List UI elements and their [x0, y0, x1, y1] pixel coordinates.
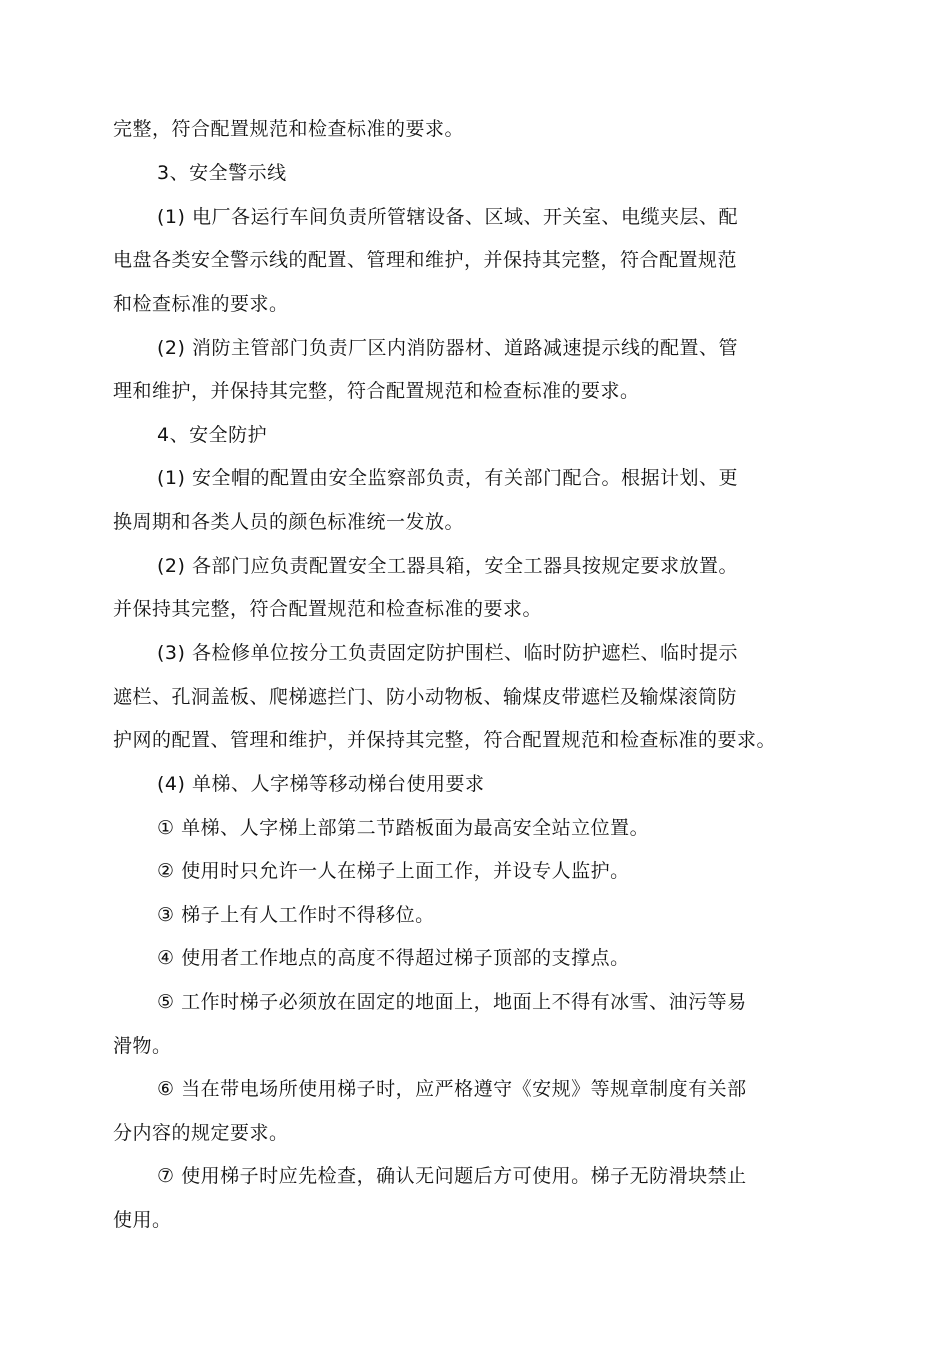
text-line: 并保持其完整，符合配置规范和检查标准的要求。	[113, 598, 543, 620]
text-line: (4) 单梯、人字梯等移动梯台使用要求	[157, 773, 485, 795]
text-line: 护网的配置、管理和维护，并保持其完整，符合配置规范和检查标准的要求。	[113, 729, 777, 751]
section-heading: 3、安全警示线	[157, 162, 287, 184]
text-line: (2) 消防主管部门负责厂区内消防器材、道路减速提示线的配置、管	[157, 337, 738, 359]
text-line: 和检查标准的要求。	[113, 293, 289, 315]
text-line: 理和维护，并保持其完整，符合配置规范和检查标准的要求。	[113, 380, 640, 402]
list-item: ⑤ 工作时梯子必须放在固定的地面上，地面上不得有冰雪、油污等易	[157, 991, 747, 1013]
list-item: ③ 梯子上有人工作时不得移位。	[157, 904, 435, 926]
list-item: ④ 使用者工作地点的高度不得超过梯子顶部的支撑点。	[157, 947, 630, 969]
text-line: 遮栏、孔洞盖板、爬梯遮拦门、防小动物板、输煤皮带遮栏及输煤滚筒防	[113, 686, 738, 708]
text-line: 电盘各类安全警示线的配置、管理和维护，并保持其完整，符合配置规范	[113, 249, 738, 271]
text-line: 换周期和各类人员的颜色标准统一发放。	[113, 511, 465, 533]
text-line: (2) 各部门应负责配置安全工器具箱，安全工器具按规定要求放置。	[157, 555, 738, 577]
text-line: (1) 电厂各运行车间负责所管辖设备、区域、开关室、电缆夹层、配	[157, 206, 738, 228]
text-line: 滑物。	[113, 1035, 172, 1057]
list-item: ⑥ 当在带电场所使用梯子时，应严格遵守《安规》等规章制度有关部	[157, 1078, 747, 1100]
list-item: ② 使用时只允许一人在梯子上面工作，并设专人监护。	[157, 860, 630, 882]
text-line: 完整，符合配置规范和检查标准的要求。	[113, 118, 465, 140]
section-heading: 4、安全防护	[157, 424, 268, 446]
text-line: 使用。	[113, 1209, 172, 1231]
list-item: ① 单梯、人字梯上部第二节踏板面为最高安全站立位置。	[157, 817, 650, 839]
text-line: 分内容的规定要求。	[113, 1122, 289, 1144]
list-item: ⑦ 使用梯子时应先检查，确认无问题后方可使用。梯子无防滑块禁止	[157, 1165, 747, 1187]
text-line: (3) 各检修单位按分工负责固定防护围栏、临时防护遮栏、临时提示	[157, 642, 738, 664]
text-line: (1) 安全帽的配置由安全监察部负责，有关部门配合。根据计划、更	[157, 467, 738, 489]
